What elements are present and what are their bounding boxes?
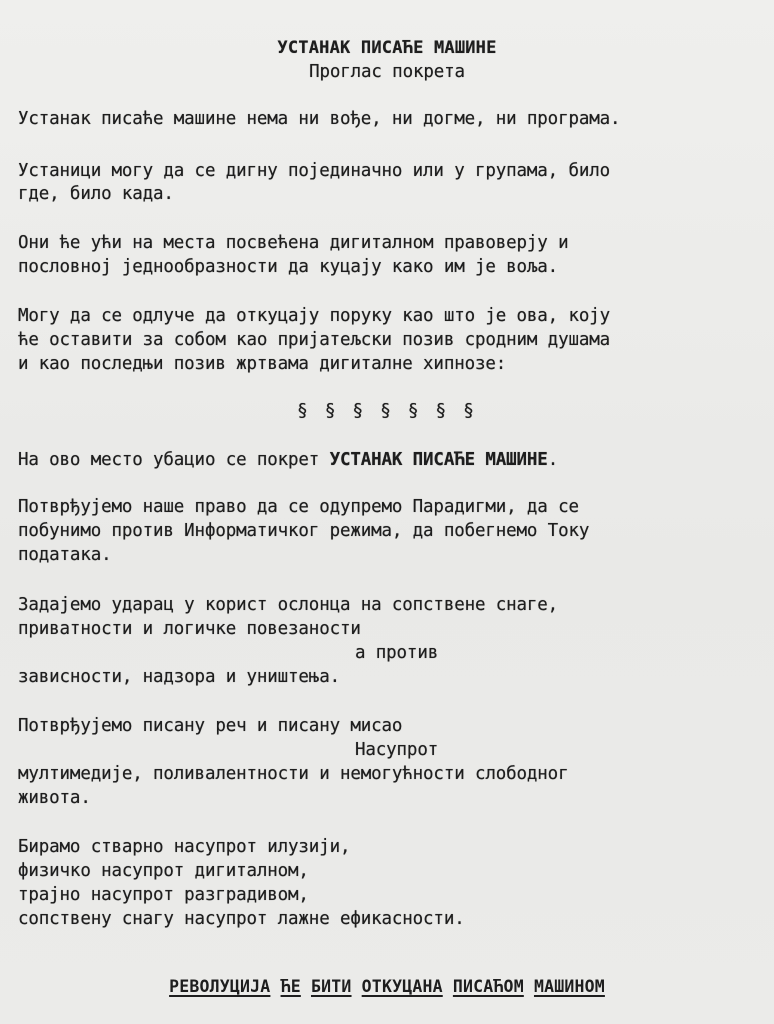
slogan-word: МАШИНОМ [533, 977, 605, 996]
paragraph-6-line-3: података. [18, 545, 112, 565]
paragraph-4-line-3: и као последњи позив жртвама дигиталне хипнозе: [18, 354, 507, 374]
paragraph-2-line-1: Устаници могу да се дигну појединачно или у групама, било [18, 161, 610, 181]
slogan-word: ЋЕ [280, 977, 301, 996]
movement-name: УСТАНАК ПИСАЋЕ МАШИНЕ [329, 450, 548, 470]
paragraph-9-line-3: трајно насупрот разградивом, [18, 885, 309, 905]
paragraph-7-line-4: зависности, надзора и уништења. [18, 667, 340, 687]
paragraph-1: Устанак писаће машине нема ни вође, ни догме, ни програма. [18, 109, 621, 129]
closing-slogan [0, 976, 774, 998]
paragraph-4-line-1: Могу да се одлуче да откуцају поруку као што је ова, коју [18, 306, 610, 326]
slogan-word: БИТИ [310, 977, 352, 996]
paragraph-7-line-1: Задајемо ударац у корист ослонца на сопствене снаге, [18, 595, 559, 615]
manifesto-title: УСТАНАК ПИСАЋЕ МАШИНЕ [277, 38, 497, 58]
paragraph-7-line-2: приватности и логичке повезаности [18, 619, 361, 639]
slogan-word: ПИСАЋОМ [452, 977, 524, 996]
paragraph-3-line-1: Они ће ући на места посвећена дигиталном правоверју и [18, 233, 569, 253]
paragraph-8-line-1: Потврђујемо писану реч и писану мисао [18, 716, 403, 736]
paragraph-7-against: а против [355, 643, 439, 663]
paragraph-8-line-3: мултимедије, поливалентности и немогућности слободног [18, 764, 569, 784]
paragraph-9-line-2: физичко насупрот дигиталном, [18, 861, 309, 881]
paragraph-9-line-1: Бирамо стварно насупрот илузији, [18, 837, 351, 857]
paragraph-8-line-4: живота. [18, 788, 91, 808]
paragraph-5 [18, 449, 558, 471]
paragraph-2-line-2: где, било када. [18, 184, 174, 204]
section-separator: § § § § § § § [297, 400, 477, 421]
paragraph-6-line-2: побунимо против Информатичког режима, да побегнемо Току [18, 521, 590, 541]
paragraph-4-line-2: ће оставити за собом као пријатељски позив сродним душама [18, 330, 610, 350]
manifesto-subtitle: Проглас покрета [309, 62, 465, 82]
paragraph-5-prefix: На ово место убацио се покрет [18, 450, 330, 470]
paragraph-5-suffix: . [547, 450, 559, 470]
slogan-word: РЕВОЛУЦИЈА [169, 977, 271, 996]
paragraph-9-line-4: сопствену снагу насупрот лажне ефикасности. [18, 909, 465, 929]
slogan-word: ОТКУЦАНА [361, 977, 443, 996]
paragraph-8-versus: Насупрот [355, 740, 439, 760]
paragraph-3-line-2: пословној једнообразности да куцају како им је воља. [18, 257, 559, 277]
paragraph-6-line-1: Потврђујемо наше право да се одупремо Парадигми, да се [18, 497, 579, 517]
